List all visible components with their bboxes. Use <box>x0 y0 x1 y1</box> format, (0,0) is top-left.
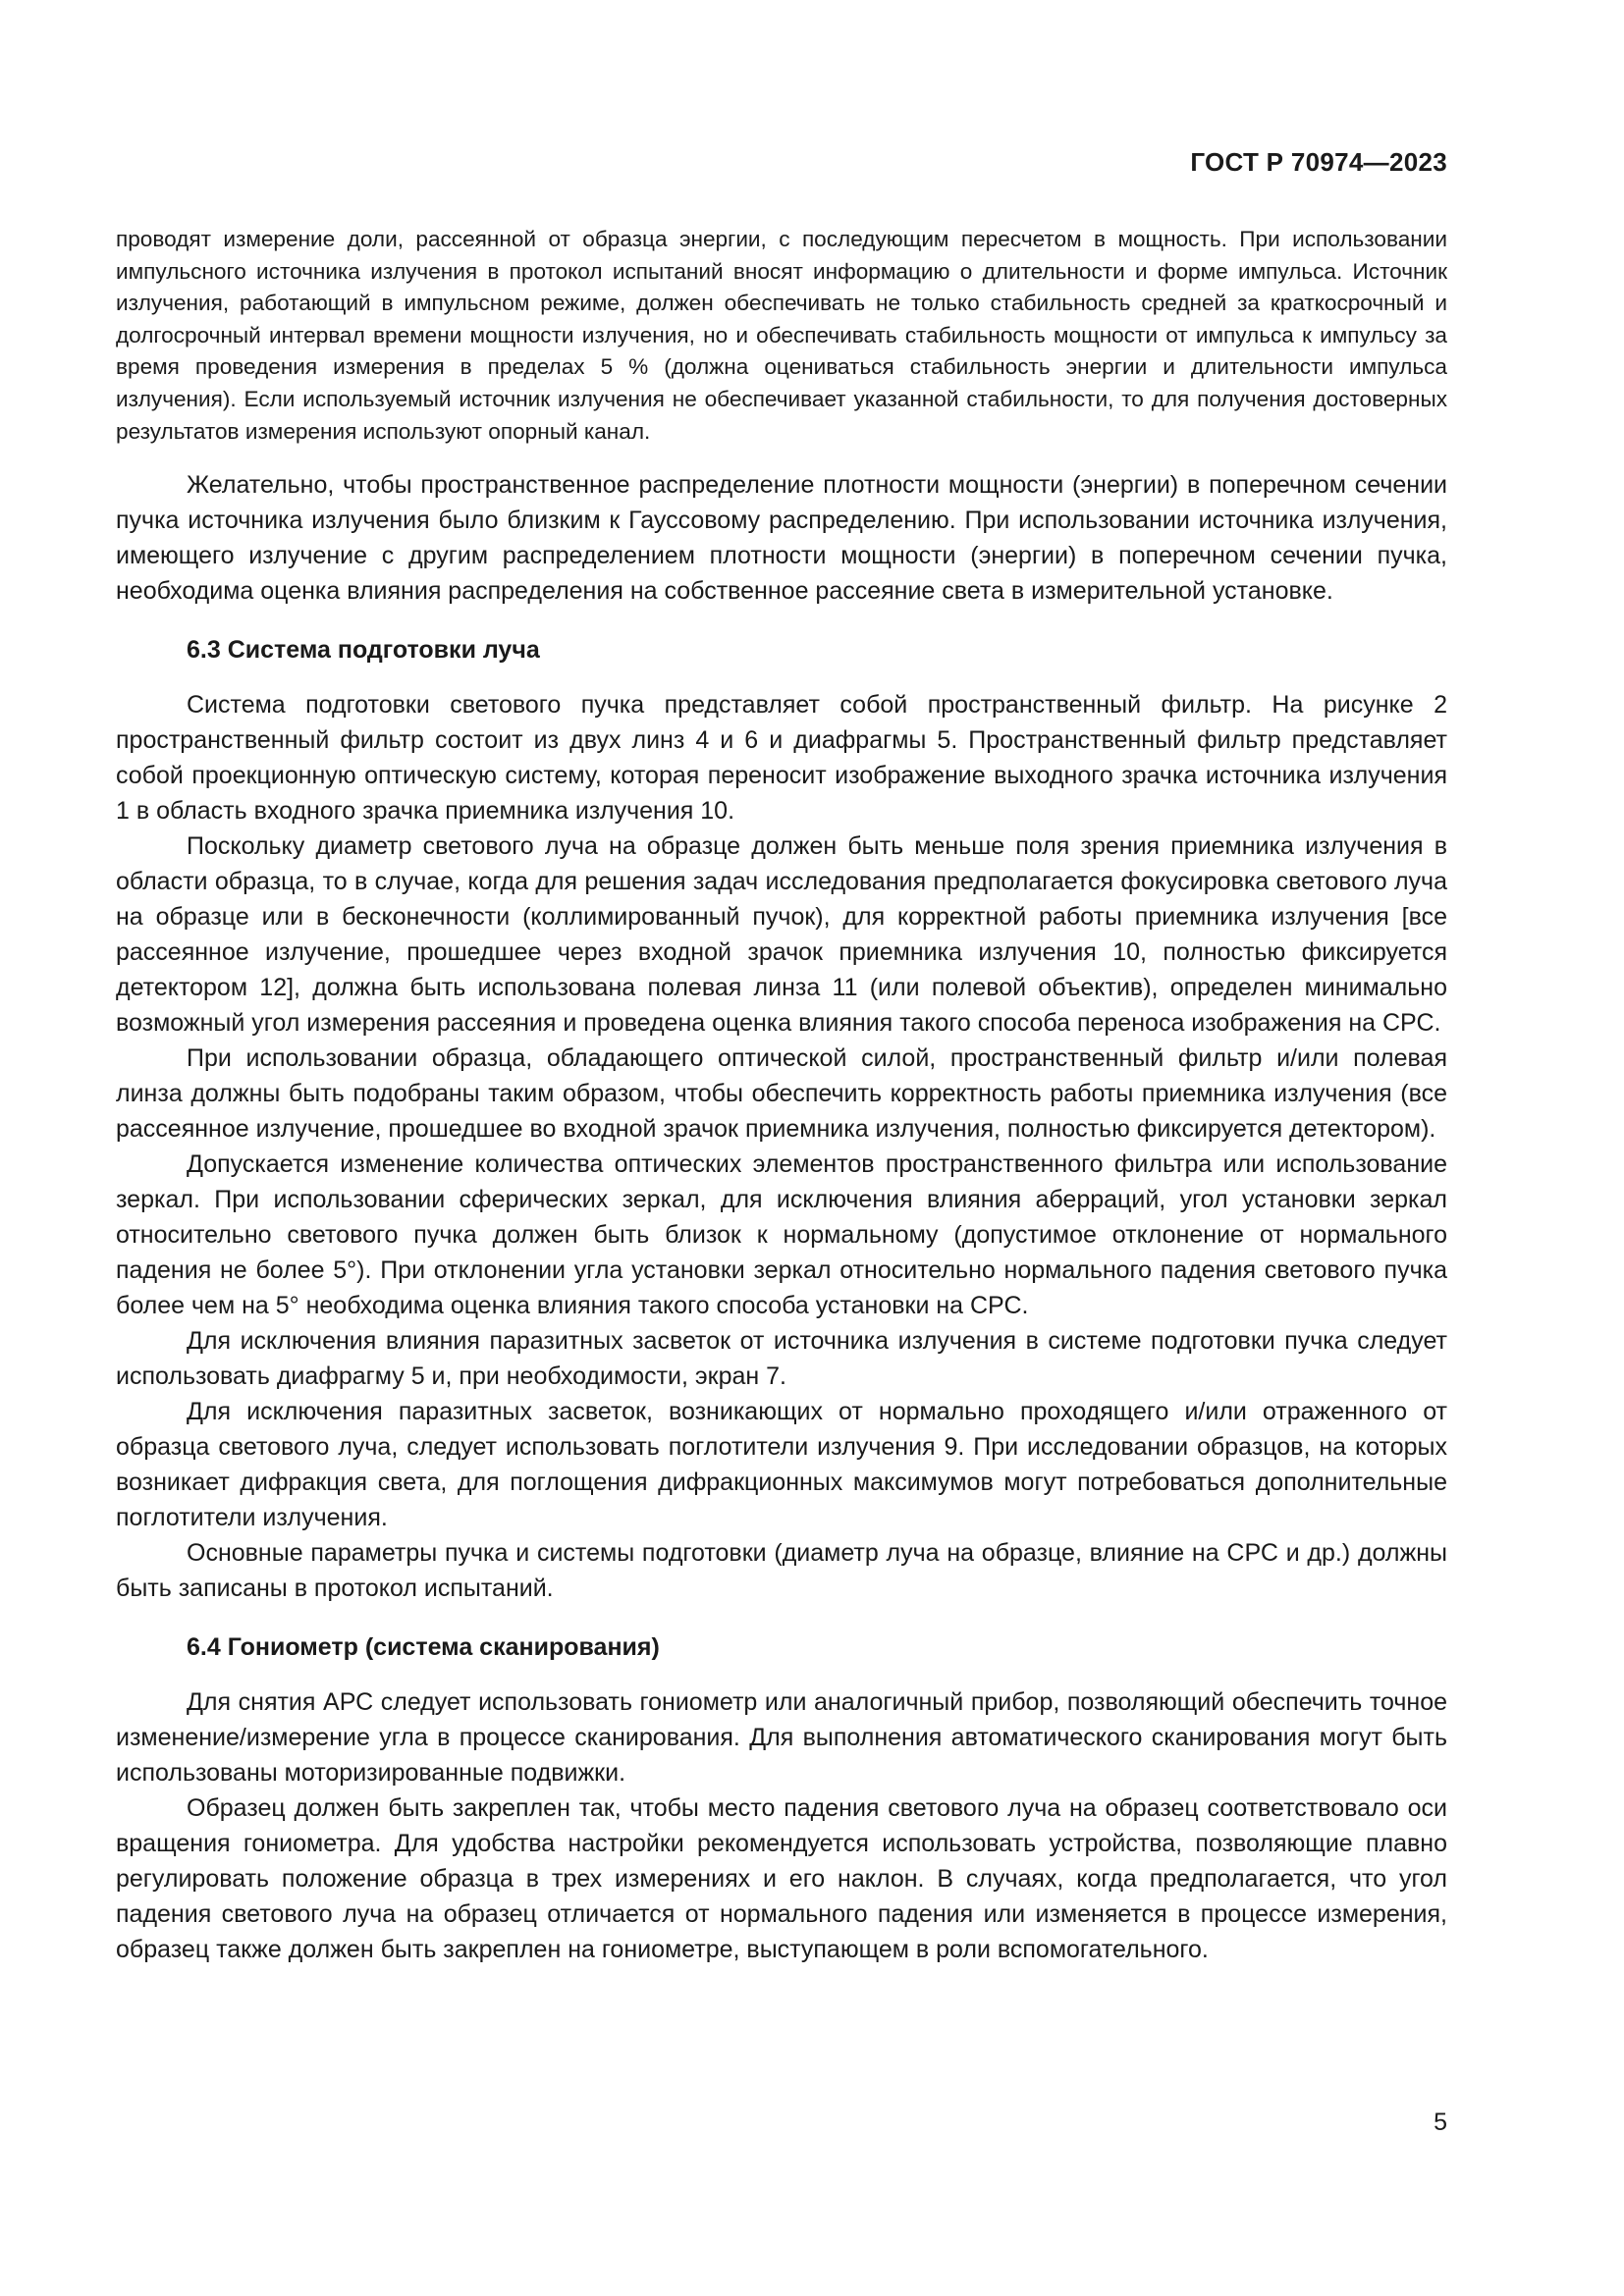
section-6-3-paragraph: Поскольку диаметр светового луча на образце должен быть меньше поля зрения приемника излучения в области образца, то в случае, когда для решения задач исследования предполагается фокусировка светового луча на образце или в бесконечности (коллимированный пучок), для корректной работы приемника излучения [все рассеянное излучение, прошедшее через входной зрачок приемника излучения 10, полностью фиксируется детектором 12], должна быть использована полевая линза 11 (или полевой объектив), определен минимально возможный угол измерения рассеяния и проведена оценка влияния такого способа переноса изображения на СРС. <box>116 832 1447 1038</box>
section-6-3-paragraph: Для исключения паразитных засветок, возникающих от нормально проходящего и/или отраженного от образца светового луча, следует использовать поглотители излучения 9. При исследовании образцов, на которых возникает дифракция света, для поглощения дифракционных максимумов могут потребоваться дополнительные поглотители излучения. <box>116 1398 1447 1532</box>
section-6-3-paragraph: Для исключения влияния паразитных засветок от источника излучения в системе подготовки пучка следует использовать диафрагму 5 и, при необходимости, экран 7. <box>116 1327 1447 1391</box>
page-body <box>116 224 1447 1967</box>
section-6-4-heading: 6.4 Гониометр (система сканирования) <box>187 1633 660 1662</box>
section-6-4-paragraph: Образец должен быть закреплен так, чтобы место падения светового луча на образец соответствовало оси вращения гониометра. Для удобства настройки рекомендуется использовать устройства, позволяющие плавно регулировать положение образца в трех измерениях и его наклон. В случаях, когда предполагается, что угол падения светового луча на образец отличается от нормального падения или изменяется в процессе измерения, образец также должен быть закреплен на гониометре, выступающем в роли вспомогательного. <box>116 1794 1447 1964</box>
document-code-header: ГОСТ Р 70974—2023 <box>1190 147 1447 177</box>
section-6-3-paragraph: Основные параметры пучка и системы подготовки (диаметр луча на образце, влияние на СРС и др.) должны быть записаны в протокол испытаний. <box>116 1539 1447 1603</box>
section-6-3-paragraph: Система подготовки светового пучка представляет собой пространственный фильтр. На рисунке 2 пространственный фильтр состоит из двух линз 4 и 6 и диафрагмы 5. Пространственный фильтр представляет собой проекционную оптическую систему, которая переносит изображение выходного зрачка источника излучения 1 в область входного зрачка приемника излучения 10. <box>116 691 1447 826</box>
section-6-3-paragraph: Допускается изменение количества оптических элементов пространственного фильтра или использование зеркал. При использовании сферических зеркал, для исключения влияния аберраций, угол установки зеркал относительно светового пучка должен быть близок к нормальному (допустимое отклонение от нормального падения не более 5°). При отклонении угла установки зеркал относительно нормального падения светового пучка более чем на 5° необходима оценка влияния такого способа установки на СРС. <box>116 1150 1447 1320</box>
gaussian-distribution-paragraph: Желательно, чтобы пространственное распределение плотности мощности (энергии) в поперечном сечении пучка источника излучения было близким к Гауссовому распределению. При использовании источника излучения, имеющего излучение с другим распределением плотности мощности (энергии) в поперечном сечении пучка, необходима оценка влияния распределения на собственное рассеяние света в измерительной установке. <box>116 471 1447 606</box>
intro-paragraph: проводят измерение доли, рассеянной от образца энергии, с последующим пересчетом в мощность. При использовании импульсного источника излучения в протокол испытаний вносят информацию о длительности и форме импульса. Источник излучения, работающий в импульсном режиме, должен обеспечивать не только стабильность средней за краткосрочный и долгосрочный интервал времени мощности излучения, но и обеспечивать стабильность мощности от импульса к импульсу за время проведения измерения в пределах 5 % (должна оцениваться стабильность энергии и длительности импульса излучения). Если используемый источник излучения не обеспечивает указанной стабильности, то для получения достоверных результатов измерения используют опорный канал. <box>116 227 1447 444</box>
section-6-3-paragraph: При использовании образца, обладающего оптической силой, пространственный фильтр и/или полевая линза должны быть подобраны таким образом, чтобы обеспечить корректность работы приемника излучения (все рассеянное излучение, прошедшее во входной зрачок приемника излучения, полностью фиксируется детектором). <box>116 1044 1447 1144</box>
section-6-3-heading: 6.3 Система подготовки луча <box>187 636 540 665</box>
page-number: 5 <box>1434 2109 1447 2136</box>
section-6-4-paragraph: Для снятия АРС следует использовать гониометр или аналогичный прибор, позволяющий обеспечить точное изменение/измерение угла в процессе сканирования. Для выполнения автоматического сканирования могут быть использованы моторизированные подвижки. <box>116 1688 1447 1788</box>
